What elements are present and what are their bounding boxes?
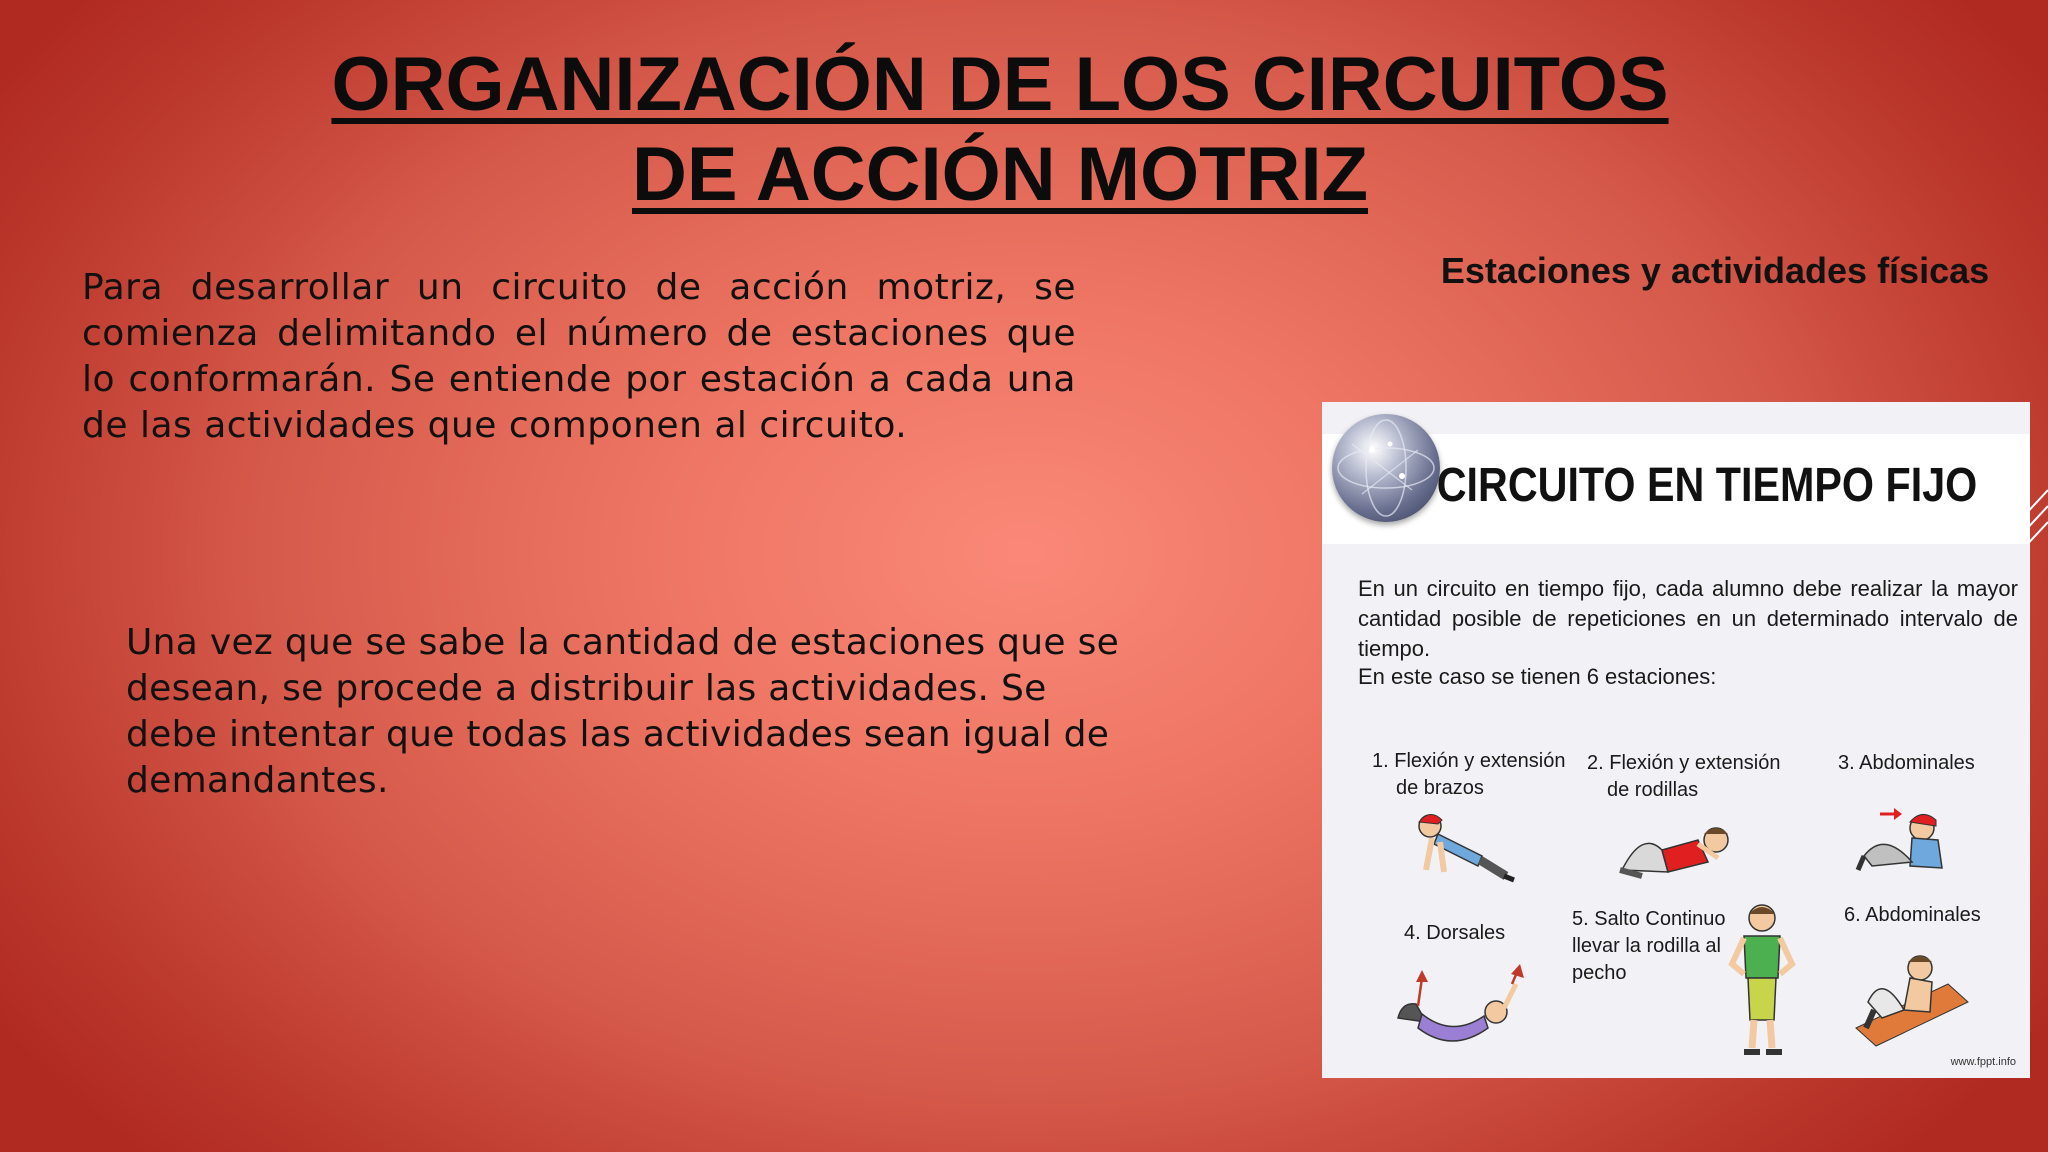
station-6-label: 6. Abdominales xyxy=(1844,904,1981,926)
intro-paragraph: Para desarrollar un circuito de acción motriz, se comienza delimitando el número de estaciones que lo conformarán. Se entiende por estación a cada una de las actividades que componen al circuito. xyxy=(82,267,1076,446)
infographic-title: CIRCUITO EN TIEMPO FIJO xyxy=(1436,459,1978,512)
side-heading: Estaciones y actividades físicas xyxy=(1440,250,1990,291)
abdominals-figure-1 xyxy=(1850,800,1960,890)
station-2-label: 2. Flexión y extensión de rodillas xyxy=(1587,752,1781,801)
station-4-label: 4. Dorsales xyxy=(1404,922,1506,944)
title-line-1: ORGANIZACIÓN DE LOS CIRCUITOS xyxy=(331,42,1669,127)
station-3-label: 3. Abdominales xyxy=(1838,752,1975,774)
stations-intro: En este caso se tienen 6 estaciones: xyxy=(1358,664,1717,689)
credit-text: www.fppt.info xyxy=(1950,1056,2016,1068)
station-1-label: 1. Flexión y extensión de brazos xyxy=(1372,750,1566,799)
pushup-figure xyxy=(1402,800,1522,890)
infographic-description: En un circuito en tiempo fijo, cada alumno debe realizar la mayor cantidad posible de repeticiones en un determinado intervalo de tiempo. xyxy=(1358,576,2018,661)
knee-flexion-figure xyxy=(1612,810,1742,890)
title-line-2: DE ACCIÓN MOTRIZ xyxy=(631,132,1369,217)
continuous-jump-figure xyxy=(1722,898,1802,1068)
station-5-label: 5. Salto Continuo llevar la rodilla al pecho xyxy=(1572,908,1726,984)
circuit-infographic xyxy=(1322,402,2030,1078)
second-paragraph: Una vez que se sabe la cantidad de estaciones que se desean, se procede a distribuir las actividades. Se debe intentar que todas las actividades sean igual de demandantes. xyxy=(126,622,1120,801)
abdominals-figure-2 xyxy=(1852,932,1972,1052)
slide-title xyxy=(200,40,1800,220)
globe-icon xyxy=(1332,414,1440,522)
dorsal-figure xyxy=(1392,962,1532,1052)
